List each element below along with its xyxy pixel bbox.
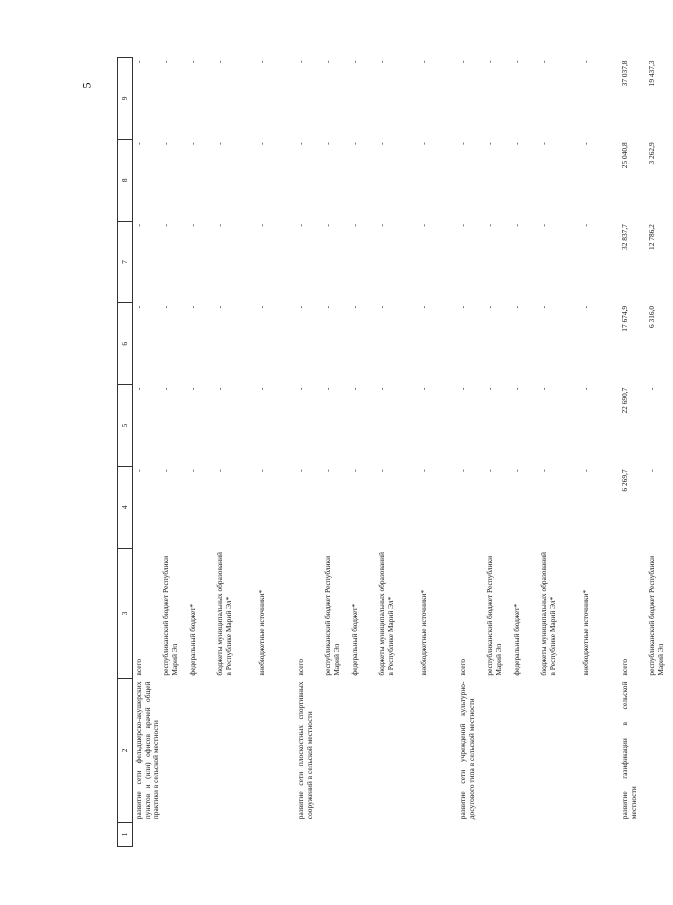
- value-cell: 6 269,7: [620, 469, 629, 492]
- value-cell: -: [257, 305, 266, 309]
- value-cell: 19 437,3: [647, 60, 656, 87]
- value-cell: -: [296, 142, 305, 145]
- number-cell: [619, 822, 646, 846]
- column-header: 2: [118, 679, 133, 823]
- value-cell: -: [458, 60, 467, 63]
- value-cell: -: [296, 387, 305, 391]
- value-cell: -: [257, 469, 266, 472]
- value-cell: -: [161, 60, 170, 63]
- value-cell: 6 316,0: [647, 305, 656, 329]
- number-cell: [187, 822, 214, 846]
- number-cell: [256, 822, 283, 846]
- value-cell: -: [581, 142, 590, 145]
- value-cell: -: [296, 224, 305, 227]
- value-cell: -: [215, 305, 224, 309]
- value-cell: -: [257, 142, 266, 145]
- funding-source-cell: внебюджетные источники*: [581, 589, 590, 676]
- number-cell: [160, 822, 187, 846]
- value-cell: -: [458, 142, 467, 145]
- spacer-cell: [283, 58, 295, 847]
- measure-name: развитие сети фельдшерско-акушерских пунктов и (или) офисов врачей общей практики в сельской местности: [134, 681, 161, 820]
- value-cell: -: [377, 387, 386, 391]
- value-cell: -: [134, 60, 143, 63]
- funding-source-cell: бюджеты муниципальных образований в Республике Марий Эл*: [215, 552, 233, 676]
- value-cell: -: [161, 142, 170, 145]
- number-cell: [538, 822, 580, 846]
- value-cell: -: [161, 305, 170, 309]
- value-cell: -: [419, 469, 428, 472]
- column-header: 6: [118, 303, 133, 385]
- value-cell: -: [419, 387, 428, 391]
- value-cell: -: [257, 60, 266, 63]
- value-cell: 37 037,8: [620, 60, 629, 87]
- column-header: 5: [118, 385, 133, 467]
- value-cell: -: [188, 142, 197, 145]
- value-cell: -: [134, 387, 143, 391]
- value-cell: -: [377, 305, 386, 309]
- value-cell: 32 837,7: [620, 224, 629, 250]
- number-cell: [646, 822, 673, 846]
- page-number: 5: [79, 82, 94, 89]
- value-cell: -: [377, 142, 386, 145]
- value-cell: -: [539, 387, 548, 391]
- value-cell: -: [350, 142, 359, 145]
- funding-source-cell: республиканский бюджет Республики Марий Эл: [485, 555, 503, 676]
- value-cell: 12 786,2: [647, 224, 656, 250]
- funding-source-cell: республиканский бюджет Республики Марий Эл: [323, 555, 341, 676]
- value-cell: -: [188, 224, 197, 227]
- funding-source-cell: всего: [134, 658, 143, 676]
- number-cell: [376, 822, 418, 846]
- number-cell: [214, 822, 256, 846]
- value-cell: -: [512, 469, 521, 472]
- measure-name-cell: [133, 679, 284, 823]
- value-cell: -: [323, 305, 332, 309]
- value-cell: -: [323, 60, 332, 63]
- number-cell: [349, 822, 376, 846]
- value-cell: -: [377, 60, 386, 63]
- value-cell: 3 262,9: [647, 142, 656, 165]
- funding-source-cell: всего: [296, 658, 305, 676]
- value-cell: -: [512, 60, 521, 63]
- section-spacer: [607, 58, 619, 847]
- funding-table: [117, 57, 673, 847]
- value-cell: -: [419, 60, 428, 63]
- value-cell: -: [323, 224, 332, 227]
- number-cell: [484, 822, 511, 846]
- value-cell: -: [512, 224, 521, 227]
- value-cell: -: [647, 469, 656, 472]
- table-row: [295, 58, 322, 847]
- value-cell: -: [581, 469, 590, 472]
- value-cell: -: [539, 224, 548, 227]
- value-cell: -: [512, 142, 521, 145]
- value-cell: -: [419, 142, 428, 145]
- value-cell: 25 040,8: [620, 142, 629, 169]
- column-header: 4: [118, 466, 133, 548]
- table-row: [133, 58, 161, 847]
- funding-source-cell: бюджеты муниципальных образований в Республике Марий Эл*: [539, 552, 557, 676]
- value-cell: -: [134, 305, 143, 309]
- measure-name-cell: [295, 679, 445, 823]
- value-cell: -: [539, 305, 548, 309]
- value-cell: -: [323, 469, 332, 472]
- measure-name-cell: [457, 679, 607, 823]
- value-cell: -: [581, 224, 590, 227]
- column-header: 8: [118, 139, 133, 221]
- value-cell: -: [350, 387, 359, 391]
- value-cell: -: [188, 60, 197, 63]
- value-cell: -: [296, 305, 305, 309]
- funding-source-cell: республиканский бюджет Республики Марий Эл: [647, 555, 665, 676]
- funding-source-cell: внебюджетные источники*: [419, 589, 428, 676]
- funding-source-cell: федеральный бюджет*: [188, 603, 197, 676]
- column-number-row: [118, 58, 133, 847]
- value-cell: -: [350, 60, 359, 63]
- table-row: [457, 58, 484, 847]
- value-cell: -: [257, 224, 266, 227]
- value-cell: -: [134, 142, 143, 145]
- value-cell: -: [419, 305, 428, 309]
- funding-source-cell: всего: [458, 658, 467, 676]
- value-cell: -: [485, 387, 494, 391]
- value-cell: -: [215, 142, 224, 145]
- value-cell: -: [458, 387, 467, 391]
- value-cell: -: [485, 469, 494, 472]
- number-cell: [295, 822, 322, 846]
- value-cell: -: [647, 387, 656, 391]
- number-cell: [418, 822, 445, 846]
- value-cell: -: [161, 387, 170, 391]
- value-cell: -: [539, 142, 548, 145]
- value-cell: -: [512, 387, 521, 391]
- measure-name: развитие сети плоскостных спортивных сооружений в сельской местности: [296, 681, 314, 820]
- value-cell: -: [485, 224, 494, 227]
- value-cell: -: [485, 60, 494, 63]
- value-cell: -: [581, 305, 590, 309]
- number-cell: [457, 822, 484, 846]
- table-body: [133, 58, 673, 847]
- value-cell: -: [188, 469, 197, 472]
- value-cell: -: [485, 305, 494, 309]
- value-cell: -: [581, 60, 590, 63]
- measure-name: развитие сети учреждений культурно-досугового типа в сельской местности: [458, 681, 476, 820]
- value-cell: -: [215, 224, 224, 227]
- value-cell: 17 674,9: [620, 305, 629, 332]
- funding-source-cell: республиканский бюджет Республики Марий Эл: [161, 555, 179, 676]
- value-cell: -: [134, 224, 143, 227]
- column-header: 9: [118, 58, 133, 140]
- value-cell: -: [458, 469, 467, 472]
- funding-source-cell: федеральный бюджет*: [350, 603, 359, 676]
- column-header: 3: [118, 548, 133, 678]
- number-cell: [580, 822, 607, 846]
- value-cell: -: [215, 387, 224, 391]
- column-header: 1: [118, 822, 133, 846]
- value-cell: -: [134, 469, 143, 472]
- value-cell: -: [323, 387, 332, 391]
- funding-source-cell: внебюджетные источники*: [257, 589, 266, 676]
- value-cell: -: [161, 224, 170, 227]
- measure-name: развитие газификации в сельской местности: [620, 681, 638, 820]
- value-cell: -: [458, 224, 467, 227]
- spacer-cell: [607, 58, 619, 847]
- value-cell: -: [296, 60, 305, 63]
- funding-source-cell: бюджеты муниципальных образований в Республике Марий Эл*: [377, 552, 395, 676]
- spacer-cell: [445, 58, 457, 847]
- measure-name-cell: [619, 679, 673, 823]
- value-cell: -: [350, 305, 359, 309]
- rotated-table-sheet: [117, 57, 665, 847]
- table-row: [619, 58, 646, 847]
- value-cell: -: [539, 469, 548, 472]
- value-cell: -: [257, 387, 266, 391]
- value-cell: -: [215, 469, 224, 472]
- number-cell: [322, 822, 349, 846]
- value-cell: -: [350, 469, 359, 472]
- value-cell: -: [377, 224, 386, 227]
- value-cell: -: [161, 469, 170, 472]
- number-cell: [511, 822, 538, 846]
- value-cell: -: [350, 224, 359, 227]
- value-cell: -: [296, 469, 305, 472]
- number-cell: [133, 822, 161, 846]
- value-cell: -: [581, 387, 590, 391]
- value-cell: -: [539, 60, 548, 63]
- value-cell: -: [323, 142, 332, 145]
- value-cell: -: [215, 60, 224, 63]
- value-cell: 22 690,7: [620, 387, 629, 414]
- value-cell: -: [377, 469, 386, 472]
- value-cell: -: [419, 224, 428, 227]
- value-cell: -: [188, 387, 197, 391]
- column-header: 7: [118, 221, 133, 303]
- funding-source-cell: всего: [620, 658, 629, 676]
- section-spacer: [283, 58, 295, 847]
- value-cell: -: [458, 305, 467, 309]
- section-spacer: [445, 58, 457, 847]
- value-cell: -: [188, 305, 197, 309]
- value-cell: -: [485, 142, 494, 145]
- value-cell: -: [512, 305, 521, 309]
- funding-source-cell: федеральный бюджет*: [512, 603, 521, 676]
